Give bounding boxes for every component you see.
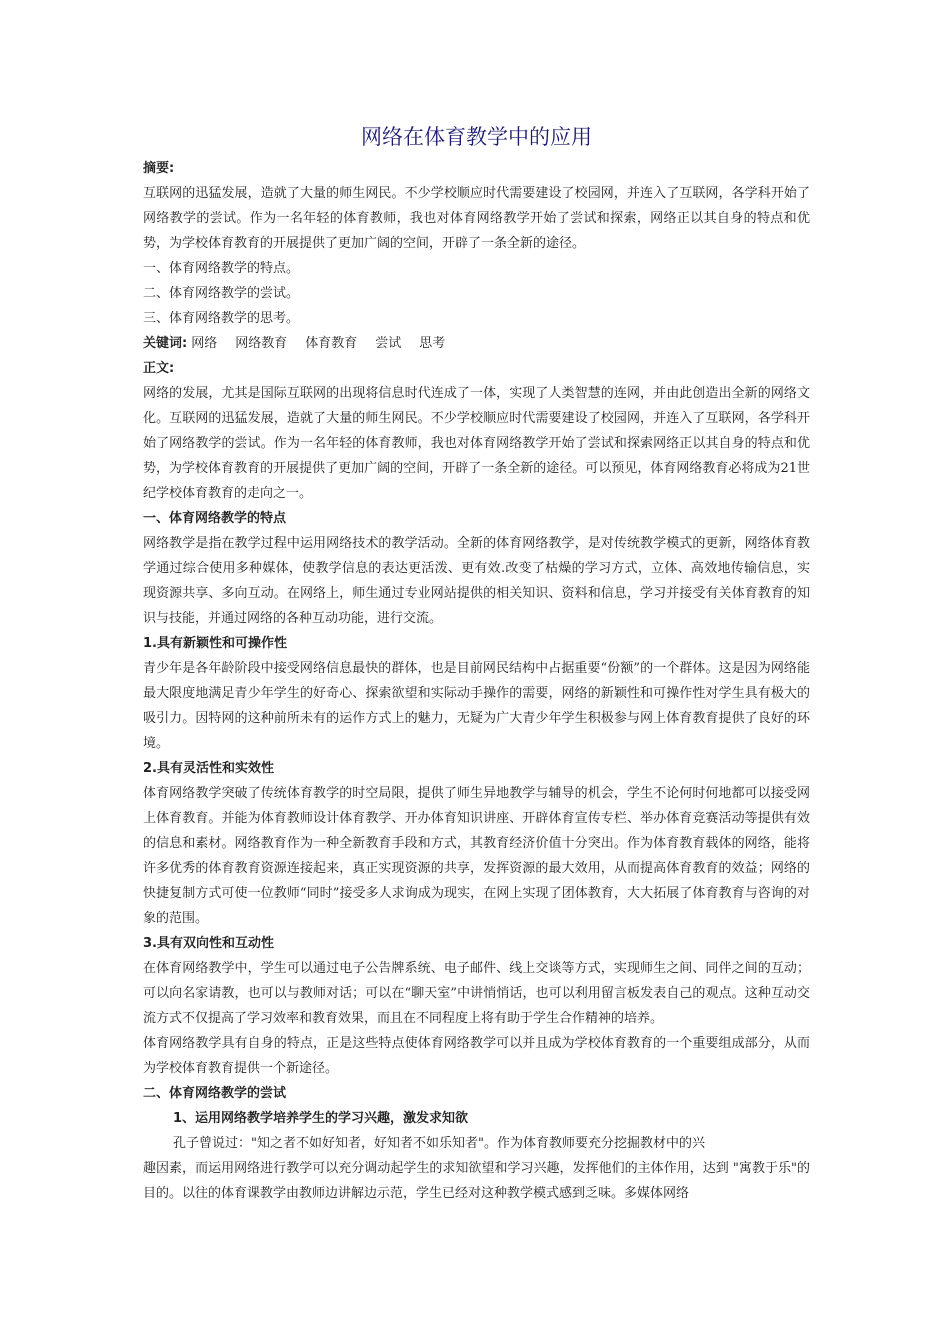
abstract-text: 互联网的迅猛发展，造就了大量的师生网民。不少学校顺应时代需要建设了校园网，并连入了互联网，各学科开始了网络教学的尝试。作为一名年轻的体育教师，我也对体育网络教学开始了尝试和探索，网络正以其自身的特点和优势，为学校体育教育的开展提供了更加广阔的空间，开辟了一条全新的途径。 [143, 186, 810, 251]
outline-item-2: 二、体育网络教学的尝试。 [143, 286, 300, 301]
subsection1-heading: 1.具有新颖性和可操作性 [143, 636, 287, 651]
intro-paragraph: 网络的发展，尤其是国际互联网的出现将信息时代连成了一体，实现了人类智慧的连网，并由此创造出全新的网络文化。互联网的迅猛发展，造就了大量的师生网民。不少学校顺应时代需要建设了校园网，并连入了互联网，各学科开始了网络教学的尝试。作为一名年轻的体育教师，我也对体育网络教学开始了尝试和探索网络正以其自身的特点和优势，为学校体育教育的开展提供了更加广阔的空间，开辟了一条全新的途径。可以预见，体育网络教育必将成为21世纪学校体育教育的走向之一。 [143, 386, 810, 501]
outline-item-3: 三、体育网络教学的思考。 [143, 311, 300, 326]
document-title: 网络在体育教学中的应用 [361, 125, 592, 149]
section1-heading: 一、体育网络教学的特点 [143, 511, 287, 526]
abstract-label: 摘要: [143, 161, 175, 176]
keyword: 网络 [191, 336, 218, 351]
outline-item-1: 一、体育网络教学的特点。 [143, 261, 300, 276]
section2-paragraph-line1: 孔子曾说过："知之者不如好知者，好知者不如乐知者"。作为体育教师要充分挖掘教材中的兴 [173, 1136, 705, 1151]
keyword: 思考 [419, 336, 446, 351]
section1-conclusion: 体育网络教学具有自身的特点，正是这些特点使体育网络教学可以并且成为学校体育教育的一个重要组成部分，从而为学校体育教育提供一个新途径。 [143, 1036, 810, 1076]
keywords-row [143, 331, 810, 356]
keyword: 尝试 [375, 336, 402, 351]
subsection2-paragraph: 体育网络教学突破了传统体育教学的时空局限，提供了师生异地教学与辅导的机会，学生不论何时何地都可以接受网上体育教育。并能为体育教师设计体育教学、开办体育知识讲座、开辟体育宣传专栏、举办体育竞赛活动等提供有效的信息和素材。网络教育作为一种全新教育手段和方式，其教育经济价值十分突出。作为体育教育载体的网络，能将许多优秀的体育教育资源连接起来，真正实现资源的共享，发挥资源的最大效用，从而提高体育教育的效益；网络的快捷复制方式可使一位教师“同时”接受多人求询成为现实，在网上实现了团体教育，大大拓展了体育教育与咨询的对象的范围。 [143, 786, 810, 926]
section2-heading: 二、体育网络教学的尝试 [143, 1086, 287, 1101]
keywords-label: 关键词: [143, 336, 188, 351]
section1-paragraph: 网络教学是指在教学过程中运用网络技术的教学活动。全新的体育网络教学，是对传统教学模式的更新，网络体育教学通过综合使用多种媒体，使教学信息的表达更活泼、更有效.改变了枯燥的学习方式，立体、高效地传输信息，实现资源共享、多向互动。在网络上，师生通过专业网站提供的相关知识、资料和信息，学习并接受有关体育教育的知识与技能，并通过网络的各种互动功能，进行交流。 [143, 536, 810, 626]
subsection3-paragraph: 在体育网络教学中，学生可以通过电子公告牌系统、电子邮件、线上交谈等方式，实现师生之间、同伴之间的互动；可以向名家请教，也可以与教师对话；可以在“聊天室”中讲悄悄话，也可以利用留言板发表自己的观点。这种互动交流方式不仅提高了学习效率和教育效果，而且在不同程度上将有助于学生合作精神的培养。 [143, 961, 810, 1026]
body-label: 正文: [143, 361, 175, 376]
keyword: 网络教育 [235, 336, 288, 351]
subsection1-paragraph: 青少年是各年龄阶段中接受网络信息最快的群体，也是目前网民结构中占据重要“份额”的一个群体。这是因为网络能最大限度地满足青少年学生的好奇心、探索欲望和实际动手操作的需要，网络的新颖性和可操作性对学生具有极大的吸引力。因特网的这种前所未有的运作方式上的魅力，无疑为广大青少年学生积极参与网上体育教育提供了良好的环境。 [143, 661, 810, 751]
keyword: 体育教育 [305, 336, 358, 351]
subsection2-heading: 2.具有灵活性和实效性 [143, 761, 274, 776]
subsection3-heading: 3.具有双向性和互动性 [143, 936, 274, 951]
document-page [143, 118, 810, 1206]
section2-paragraph-rest: 趣因素，而运用网络进行教学可以充分调动起学生的求知欲望和学习兴趣，发挥他们的主体作用，达到 "寓教于乐"的目的。以往的体育课教学由教师边讲解边示范，学生已经对这种教学模式感到乏味。多媒体网络 [143, 1161, 810, 1201]
section2-subsection1-heading: 1、运用网络教学培养学生的学习兴趣，激发求知欲 [173, 1111, 469, 1126]
